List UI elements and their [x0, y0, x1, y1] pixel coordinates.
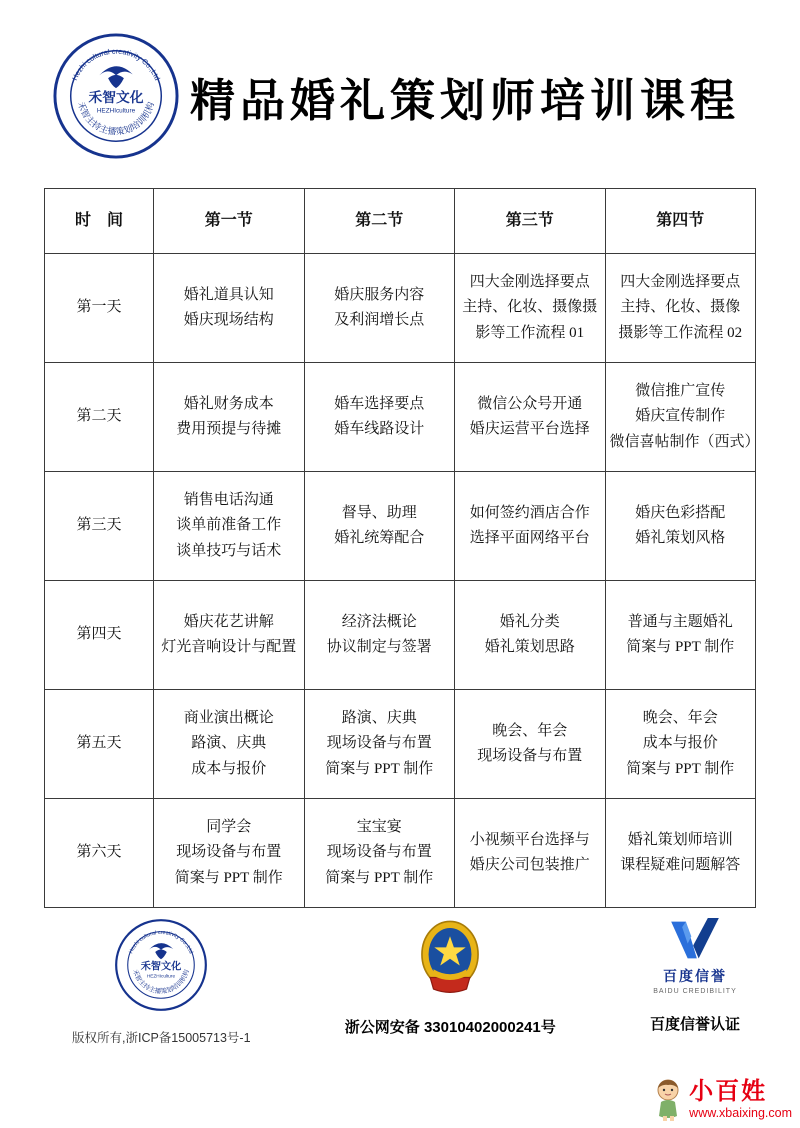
col-header-2: 第二节 [304, 189, 455, 254]
day-label: 第二天 [45, 363, 154, 472]
day-label: 第四天 [45, 581, 154, 690]
footer-police-block [345, 918, 556, 1037]
logo-name: 禾智文化 [88, 89, 144, 105]
baidu-credibility-icon [667, 918, 723, 962]
table-row [45, 581, 756, 690]
course-cell: 四大金刚选择要点 主持、化妆、摄像摄 影等工作流程 01 [455, 254, 606, 363]
baidu-cert-text: 百度信誉认证 [649, 1016, 740, 1033]
course-cell: 晚会、年会 成本与报价 简案与 PPT 制作 [605, 690, 756, 799]
course-cell: 晚会、年会 现场设备与布置 [455, 690, 606, 799]
course-cell: 微信公众号开通 婚庆运营平台选择 [455, 363, 606, 472]
course-cell: 普通与主题婚礼 简案与 PPT 制作 [605, 581, 756, 690]
course-cell: 婚礼财务成本 费用预提与待摊 [154, 363, 305, 472]
watermark-texts [689, 1079, 792, 1120]
footer-copyright-block [72, 918, 251, 1046]
day-label: 第五天 [45, 690, 154, 799]
logo-name-en: HEZHIculture [147, 973, 176, 979]
course-table [44, 188, 760, 908]
course-cell: 商业演出概论 路演、庆典 成本与报价 [154, 690, 305, 799]
footer-baidu-block [650, 918, 740, 1034]
kid-mascot-icon [651, 1078, 685, 1122]
course-cell: 宝宝宴 现场设备与布置 简案与 PPT 制作 [304, 799, 455, 908]
logo-ring-top-text: Hezhi cultural creativity Co.,Ltd [128, 929, 194, 955]
logo-name: 禾智文化 [141, 961, 182, 973]
course-cell: 婚庆花艺讲解 灯光音响设计与配置 [154, 581, 305, 690]
course-cell: 小视频平台选择与 婚庆公司包装推广 [455, 799, 606, 908]
baidu-credibility-title: 百度信誉 [662, 968, 727, 984]
police-badge-icon [417, 918, 483, 1004]
watermark-url[interactable]: www.xbaixing.com [689, 1105, 792, 1120]
table-row [45, 254, 756, 363]
logo-name-en: HEZHIculture [96, 107, 136, 115]
logo-ring-bottom-text: 禾智主持主播策划培训机构 [76, 100, 156, 137]
header [0, 0, 800, 160]
logo-ring-top-text: Hezhi cultural creativity Co.,Ltd [70, 46, 163, 82]
watermark-site-name[interactable]: 小百姓 [689, 1078, 768, 1106]
table-row [45, 472, 756, 581]
course-cell: 微信推广宣传 婚庆宣传制作 微信喜帖制作（西式） [605, 363, 756, 472]
course-cell: 督导、助理 婚礼统筹配合 [304, 472, 455, 581]
col-header-1: 第一节 [154, 189, 305, 254]
logo-ring-bottom-text: 禾智主持主播策划培训机构 [131, 968, 192, 996]
course-cell: 四大金刚选择要点 主持、化妆、摄像 摄影等工作流程 02 [605, 254, 756, 363]
page-title: 精品婚礼策划师培训课程 [190, 75, 741, 126]
day-label: 第三天 [45, 472, 154, 581]
course-cell: 路演、庆典 现场设备与布置 简案与 PPT 制作 [304, 690, 455, 799]
col-header-time: 时 间 [45, 189, 154, 254]
table-header-row [45, 189, 756, 254]
day-label: 第六天 [45, 799, 154, 908]
site-watermark[interactable] [651, 1078, 792, 1122]
course-cell: 同学会 现场设备与布置 简案与 PPT 制作 [154, 799, 305, 908]
course-cell: 如何签约酒店合作 选择平面网络平台 [455, 472, 606, 581]
table-row [45, 363, 756, 472]
hezhi-logo-footer [114, 918, 208, 1012]
table-row [45, 690, 756, 799]
footer [0, 918, 800, 1046]
col-header-3: 第三节 [455, 189, 606, 254]
day-label: 第一天 [45, 254, 154, 363]
col-header-4: 第四节 [605, 189, 756, 254]
course-cell: 婚庆色彩搭配 婚礼策划风格 [605, 472, 756, 581]
course-table-body [45, 254, 760, 908]
course-cell: 婚礼分类 婚礼策划思路 [455, 581, 606, 690]
course-cell: 经济法概论 协议制定与签署 [304, 581, 455, 690]
course-cell: 婚礼策划师培训 课程疑难问题解答 [605, 799, 756, 908]
baidu-credibility-subtitle: BAIDU CREDIBILITY [653, 988, 737, 995]
hezhi-logo [52, 32, 180, 160]
table-row [45, 799, 756, 908]
course-cell: 婚庆服务内容 及利润增长点 [304, 254, 455, 363]
course-cell: 婚车选择要点 婚车线路设计 [304, 363, 455, 472]
course-cell: 销售电话沟通 谈单前准备工作 谈单技巧与话术 [154, 472, 305, 581]
course-cell: 婚礼道具认知 婚庆现场结构 [154, 254, 305, 363]
icp-copyright-text: 版权所有,浙ICP备15005713号-1 [72, 1031, 251, 1045]
police-record-text: 浙公网安备 33010402000241号 [344, 1019, 556, 1036]
